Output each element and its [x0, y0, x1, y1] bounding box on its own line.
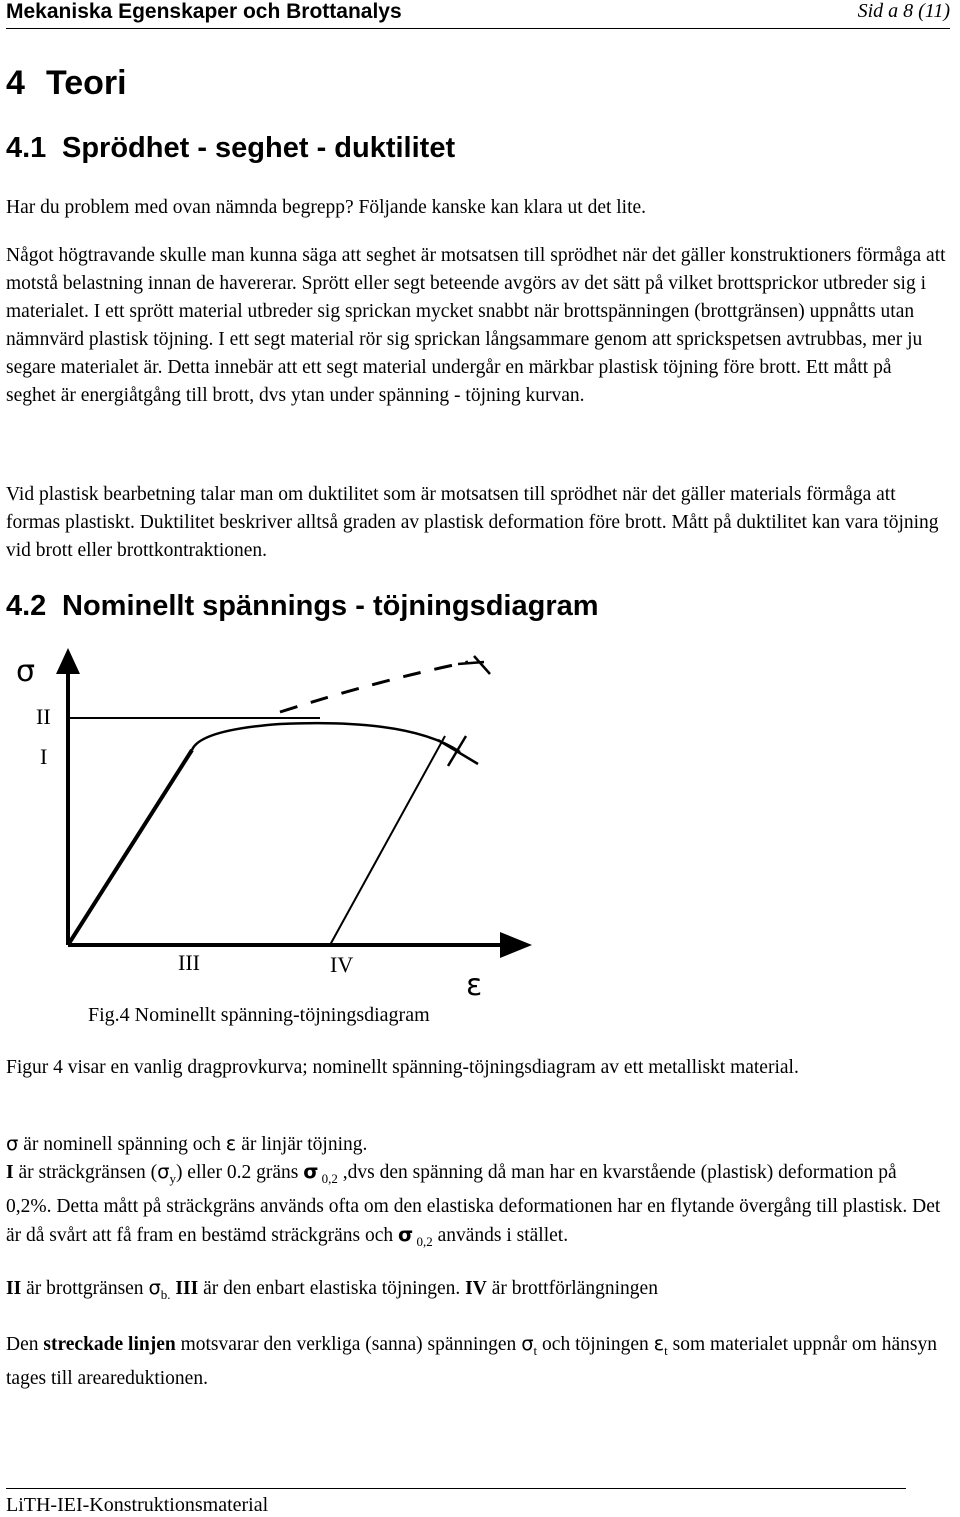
label-II: II	[36, 704, 51, 729]
text-run: är brottförlängningen	[486, 1278, 658, 1299]
text-run: ,dvs den spänning då man har en kvarstående (plastisk) deformation på 0,2%. Detta mått på sträckgräns används ofta om den elastiska deformationen har en flytande övergång till plastisk. Det är då svårt att få fram en bestämd sträckgräns och	[6, 1162, 941, 1246]
epsilon-symbol: ε	[225, 1132, 237, 1155]
label-I: I	[40, 744, 48, 769]
sigma-symbol: σ	[303, 1160, 319, 1183]
paragraph-dashed-line	[6, 1330, 946, 1393]
fracture-mark-true	[474, 656, 490, 674]
bold-label-I: I	[6, 1162, 14, 1183]
sigma-symbol: σ	[398, 1222, 414, 1246]
paragraph-intro: Har du problem med ovan nämnda begrepp? Följande kanske kan klara ut det lite.	[6, 197, 647, 218]
header-rule	[6, 28, 950, 29]
footer-text: LiTH-IEI-Konstruktionsmaterial	[6, 1494, 269, 1516]
paragraph-figure-description: Figur 4 visar en vanlig dragprovkurva; nominellt spänning-töjningsdiagram av ett metalliskt material.	[6, 1057, 799, 1078]
text-run: är sträckgränsen (	[13, 1162, 158, 1183]
section-number: 4.2	[6, 590, 47, 622]
label-IV: IV	[330, 952, 354, 977]
subscript: t	[533, 1342, 538, 1358]
bold-label-IV: IV	[465, 1278, 487, 1299]
sigma-symbol: σ	[157, 1160, 170, 1183]
sigma-symbol: σ	[148, 1276, 161, 1299]
section-heading-4-1	[6, 132, 455, 165]
epsilon-axis-label: ε	[466, 968, 483, 1003]
text-run: motsvarar den verkliga (sanna) spänningen	[175, 1334, 522, 1355]
fracture-mark-nominal	[438, 740, 478, 764]
text-run: är den enbart elastiska töjningen.	[198, 1278, 466, 1299]
stress-strain-figure	[0, 640, 560, 1040]
header-title: Mekaniska Egenskaper och Brottanalys	[6, 0, 402, 23]
chapter-number: 4	[6, 64, 25, 102]
stress-strain-curve	[192, 723, 460, 752]
true-stress-dashed-line	[280, 662, 468, 712]
text-run: är brottgränsen	[21, 1278, 149, 1299]
paragraph-ductility: Vid plastisk bearbetning talar man om duktilitet som är motsatsen till sprödhet när det gäller materials förmåga att formas plastiskt. Duktilitet beskriver alltså graden av plastisk deformation före brott. Mått på duktilitet kan vara töjning vid brott eller brottkontraktionen.	[6, 484, 939, 561]
paragraph-symbols	[6, 1130, 946, 1159]
text-run: ) eller 0.2 gräns	[175, 1162, 304, 1183]
figure-caption: Fig.4 Nominellt spänning-töjningsdiagram	[88, 1004, 430, 1026]
section-number: 4.1	[6, 132, 47, 164]
text-run: och töjningen	[537, 1334, 654, 1355]
text-run: som materialet uppnår om hänsyn tages till areareduktionen.	[6, 1334, 937, 1389]
text-run: är nominell spänning och	[18, 1134, 226, 1155]
subscript: b.	[160, 1286, 171, 1302]
chapter-title: Teori	[46, 64, 127, 102]
footer-rule	[6, 1488, 906, 1489]
section-title: Nominellt spännings - töjningsdiagram	[62, 590, 599, 622]
bold-label-II: II	[6, 1278, 22, 1299]
section-title: Sprödhet - seghet - duktilitet	[62, 132, 456, 164]
epsilon-symbol: ε	[653, 1332, 665, 1355]
sigma-symbol: σ	[521, 1332, 534, 1355]
y-axis-arrow	[56, 648, 80, 674]
sigma-axis-label: σ	[16, 654, 36, 689]
text-run: används i stället.	[432, 1224, 569, 1246]
bold-dashed-line: streckade linjen	[43, 1334, 176, 1355]
paragraph-toughness: Något högtravande skulle man kunna säga att seghet är motsatsen till sprödhet när det gäller konstruktioners förmåga att motstå belastning innan de havererar. Sprött eller segt beteende avgörs av det sätt på vilket brottsprickor utbreder sig i materialet. I ett sprött material utbreder sig sprickan mycket snabbt när brottspänningen (brottgränsen) uppnåtts utan nämnvärd plastisk töjning. I ett segt material rör sig sprickan långsammare genom att sprickspetsen avtrubbas, mer ju segare materialet är. Detta innebär att ett segt material undergår en märkbar plastisk töjning före brott. Ett mått på seghet är energiåtgång till brott, dvs ytan under spänning - töjning kurvan.	[6, 245, 946, 406]
bold-label-III: III	[170, 1278, 199, 1299]
label-III: III	[178, 950, 200, 975]
subscript: 0,2	[318, 1170, 338, 1186]
sigma-symbol: σ	[6, 1132, 19, 1155]
subscript: 0,2	[413, 1233, 433, 1249]
x-axis-arrow	[500, 932, 532, 958]
paragraph-yield-strength	[6, 1158, 946, 1256]
header-page-number: Sid a 8 (11)	[857, 0, 950, 22]
chapter-heading	[6, 64, 127, 103]
fracture-mark-nominal	[448, 736, 466, 766]
section-heading-4-2	[6, 590, 599, 623]
paragraph-labels	[6, 1274, 946, 1309]
text-run: är linjär töjning.	[236, 1134, 368, 1155]
subscript: y	[169, 1170, 176, 1186]
text-run: Den	[6, 1334, 44, 1355]
page-header	[6, 0, 950, 28]
elastic-line	[68, 750, 192, 945]
unload-line	[330, 736, 445, 945]
subscript: t	[664, 1342, 668, 1358]
